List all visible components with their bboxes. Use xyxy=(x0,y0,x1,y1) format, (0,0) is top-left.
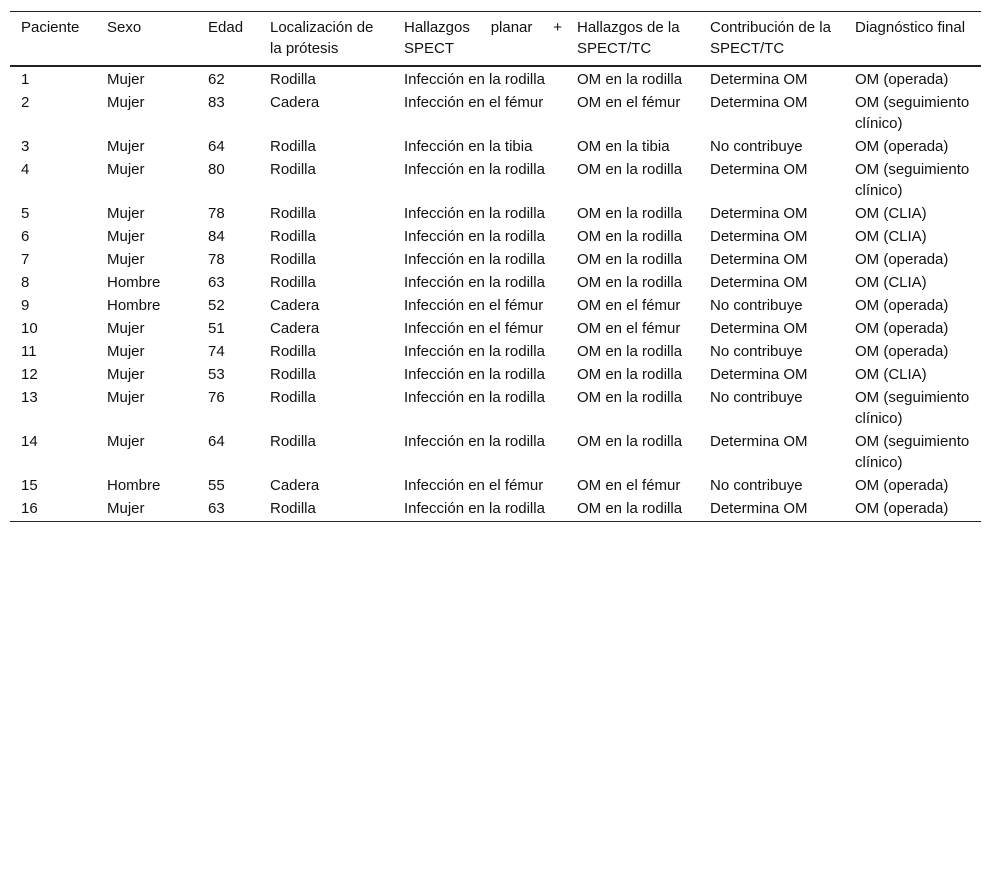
cell-diagnostico: OM (operada) xyxy=(855,320,949,337)
cell-sexo: Mujer xyxy=(107,228,145,245)
cell-edad: 80 xyxy=(208,161,225,178)
cell-paciente: 9 xyxy=(21,297,30,314)
cell-sexo: Mujer xyxy=(107,500,145,517)
cell-diagnostico: OM (CLIA) xyxy=(855,274,927,291)
table-row xyxy=(10,431,981,475)
cell-localizacion: Rodilla xyxy=(270,71,316,88)
cell-hallazgos-planar-spect: Infección en el fémur xyxy=(404,320,544,337)
cell-edad: 74 xyxy=(208,343,225,360)
table-row xyxy=(10,341,981,364)
cell-hallazgos-spect-tc: OM en el fémur xyxy=(577,297,681,314)
table-row xyxy=(10,295,981,318)
cell-paciente: 16 xyxy=(21,500,38,517)
results-table xyxy=(10,11,981,522)
cell-diagnostico: OM (operada) xyxy=(855,138,949,155)
cell-contribucion: No contribuye xyxy=(710,477,803,494)
header-paciente: Paciente xyxy=(21,19,80,36)
cell-hallazgos-planar-spect: Infección en la rodilla xyxy=(404,389,545,406)
cell-diagnostico: OM (seguimiento clínico) xyxy=(855,433,970,471)
cell-paciente: 12 xyxy=(21,366,38,383)
cell-contribucion: Determina OM xyxy=(710,433,808,450)
cell-hallazgos-spect-tc: OM en la rodilla xyxy=(577,500,683,517)
table-row xyxy=(10,475,981,498)
cell-hallazgos-planar-spect: Infección en el fémur xyxy=(404,94,544,111)
header-localizacion: Localización de la prótesis xyxy=(270,19,374,57)
table-row xyxy=(10,226,981,249)
cell-diagnostico: OM (seguimiento clínico) xyxy=(855,94,970,132)
cell-contribucion: Determina OM xyxy=(710,320,808,337)
cell-diagnostico: OM (operada) xyxy=(855,251,949,268)
cell-hallazgos-spect-tc: OM en la rodilla xyxy=(577,433,683,450)
cell-hallazgos-planar-spect: Infección en la rodilla xyxy=(404,343,545,360)
cell-hallazgos-planar-spect: Infección en la rodilla xyxy=(404,161,545,178)
cell-edad: 84 xyxy=(208,228,225,245)
table-row xyxy=(10,203,981,226)
cell-sexo: Mujer xyxy=(107,94,145,111)
cell-localizacion: Cadera xyxy=(270,94,320,111)
cell-paciente: 5 xyxy=(21,205,30,222)
cell-sexo: Mujer xyxy=(107,433,145,450)
table-row xyxy=(10,272,981,295)
cell-localizacion: Rodilla xyxy=(270,228,316,245)
cell-paciente: 3 xyxy=(21,138,30,155)
cell-edad: 64 xyxy=(208,433,225,450)
cell-sexo: Hombre xyxy=(107,477,161,494)
cell-diagnostico: OM (operada) xyxy=(855,477,949,494)
table-row xyxy=(10,159,981,203)
cell-contribucion: Determina OM xyxy=(710,366,808,383)
table-row xyxy=(10,387,981,431)
cell-diagnostico: OM (seguimiento clínico) xyxy=(855,389,970,427)
cell-contribucion: Determina OM xyxy=(710,94,808,111)
cell-hallazgos-planar-spect: Infección en la rodilla xyxy=(404,205,545,222)
cell-paciente: 7 xyxy=(21,251,30,268)
cell-diagnostico: OM (operada) xyxy=(855,343,949,360)
header-row xyxy=(10,12,981,67)
cell-sexo: Mujer xyxy=(107,320,145,337)
cell-sexo: Mujer xyxy=(107,161,145,178)
cell-paciente: 14 xyxy=(21,433,38,450)
table-row xyxy=(10,66,981,92)
cell-hallazgos-planar-spect: Infección en la rodilla xyxy=(404,274,545,291)
cell-edad: 55 xyxy=(208,477,225,494)
table-row xyxy=(10,364,981,387)
cell-contribucion: Determina OM xyxy=(710,500,808,517)
cell-sexo: Mujer xyxy=(107,366,145,383)
cell-hallazgos-spect-tc: OM en la rodilla xyxy=(577,205,683,222)
cell-hallazgos-spect-tc: OM en el fémur xyxy=(577,477,681,494)
cell-edad: 78 xyxy=(208,251,225,268)
cell-contribucion: Determina OM xyxy=(710,274,808,291)
cell-sexo: Mujer xyxy=(107,251,145,268)
cell-hallazgos-planar-spect: Infección en la rodilla xyxy=(404,251,545,268)
cell-diagnostico: OM (CLIA) xyxy=(855,366,927,383)
cell-paciente: 2 xyxy=(21,94,30,111)
cell-localizacion: Rodilla xyxy=(270,251,316,268)
cell-contribucion: No contribuye xyxy=(710,138,803,155)
header-diagnostico: Diagnóstico final xyxy=(855,19,966,36)
cell-hallazgos-planar-spect: Infección en la tibia xyxy=(404,138,533,155)
cell-localizacion: Rodilla xyxy=(270,205,316,222)
table-row xyxy=(10,136,981,159)
cell-sexo: Mujer xyxy=(107,71,145,88)
cell-hallazgos-spect-tc: OM en la rodilla xyxy=(577,343,683,360)
cell-contribucion: No contribuye xyxy=(710,389,803,406)
table-row xyxy=(10,92,981,136)
cell-localizacion: Rodilla xyxy=(270,274,316,291)
cell-hallazgos-planar-spect: Infección en la rodilla xyxy=(404,433,545,450)
cell-sexo: Mujer xyxy=(107,343,145,360)
cell-localizacion: Cadera xyxy=(270,297,320,314)
cell-diagnostico: OM (CLIA) xyxy=(855,228,927,245)
cell-hallazgos-planar-spect: Infección en la rodilla xyxy=(404,228,545,245)
table-container xyxy=(10,11,981,522)
cell-localizacion: Rodilla xyxy=(270,500,316,517)
cell-hallazgos-spect-tc: OM en la rodilla xyxy=(577,389,683,406)
cell-localizacion: Rodilla xyxy=(270,138,316,155)
cell-diagnostico: OM (operada) xyxy=(855,297,949,314)
cell-edad: 83 xyxy=(208,94,225,111)
cell-edad: 53 xyxy=(208,366,225,383)
cell-contribucion: Determina OM xyxy=(710,228,808,245)
cell-sexo: Mujer xyxy=(107,205,145,222)
cell-paciente: 13 xyxy=(21,389,38,406)
cell-edad: 62 xyxy=(208,71,225,88)
cell-edad: 51 xyxy=(208,320,225,337)
cell-hallazgos-spect-tc: OM en la rodilla xyxy=(577,161,683,178)
cell-edad: 78 xyxy=(208,205,225,222)
table-row xyxy=(10,498,981,522)
cell-hallazgos-planar-spect: Infección en el fémur xyxy=(404,477,544,494)
cell-diagnostico: OM (operada) xyxy=(855,500,949,517)
cell-paciente: 15 xyxy=(21,477,38,494)
cell-edad: 52 xyxy=(208,297,225,314)
cell-localizacion: Rodilla xyxy=(270,366,316,383)
table-row xyxy=(10,318,981,341)
cell-hallazgos-spect-tc: OM en la rodilla xyxy=(577,71,683,88)
cell-hallazgos-planar-spect: Infección en el fémur xyxy=(404,297,544,314)
table-body xyxy=(10,66,981,522)
cell-contribucion: No contribuye xyxy=(710,297,803,314)
cell-paciente: 6 xyxy=(21,228,30,245)
cell-contribucion: No contribuye xyxy=(710,343,803,360)
cell-hallazgos-planar-spect: Infección en la rodilla xyxy=(404,71,545,88)
cell-hallazgos-spect-tc: OM en la rodilla xyxy=(577,228,683,245)
cell-localizacion: Rodilla xyxy=(270,389,316,406)
cell-hallazgos-spect-tc: OM en el fémur xyxy=(577,320,681,337)
header-sexo: Sexo xyxy=(107,19,142,36)
cell-hallazgos-planar-spect: Infección en la rodilla xyxy=(404,366,545,383)
cell-hallazgos-spect-tc: OM en el fémur xyxy=(577,94,681,111)
cell-diagnostico: OM (seguimiento clínico) xyxy=(855,161,970,199)
cell-contribucion: Determina OM xyxy=(710,161,808,178)
cell-localizacion: Cadera xyxy=(270,320,320,337)
table-row xyxy=(10,249,981,272)
cell-localizacion: Cadera xyxy=(270,477,320,494)
cell-sexo: Hombre xyxy=(107,297,161,314)
cell-contribucion: Determina OM xyxy=(710,205,808,222)
table-header xyxy=(10,12,981,67)
header-contribucion: Contribución de la SPECT/TC xyxy=(710,19,831,57)
cell-localizacion: Rodilla xyxy=(270,343,316,360)
cell-contribucion: Determina OM xyxy=(710,251,808,268)
cell-paciente: 4 xyxy=(21,161,30,178)
cell-edad: 76 xyxy=(208,389,225,406)
cell-edad: 63 xyxy=(208,500,225,517)
cell-diagnostico: OM (operada) xyxy=(855,71,949,88)
cell-localizacion: Rodilla xyxy=(270,161,316,178)
header-hallazgos-spect-tc: Hallazgos de la SPECT/TC xyxy=(577,19,680,57)
cell-sexo: Mujer xyxy=(107,389,145,406)
header-edad: Edad xyxy=(208,19,244,36)
cell-diagnostico: OM (CLIA) xyxy=(855,205,927,222)
cell-localizacion: Rodilla xyxy=(270,433,316,450)
cell-paciente: 8 xyxy=(21,274,30,291)
cell-edad: 64 xyxy=(208,138,225,155)
cell-paciente: 1 xyxy=(21,71,30,88)
cell-hallazgos-spect-tc: OM en la tibia xyxy=(577,138,670,155)
cell-contribucion: Determina OM xyxy=(710,71,808,88)
cell-sexo: Hombre xyxy=(107,274,161,291)
cell-hallazgos-spect-tc: OM en la rodilla xyxy=(577,274,683,291)
cell-edad: 63 xyxy=(208,274,225,291)
cell-hallazgos-spect-tc: OM en la rodilla xyxy=(577,251,683,268)
cell-paciente: 11 xyxy=(21,343,37,360)
cell-sexo: Mujer xyxy=(107,138,145,155)
header-hallazgos-planar-spect: Hallazgos planar + SPECT xyxy=(404,19,562,57)
cell-hallazgos-spect-tc: OM en la rodilla xyxy=(577,366,683,383)
cell-hallazgos-planar-spect: Infección en la rodilla xyxy=(404,500,545,517)
cell-paciente: 10 xyxy=(21,320,38,337)
